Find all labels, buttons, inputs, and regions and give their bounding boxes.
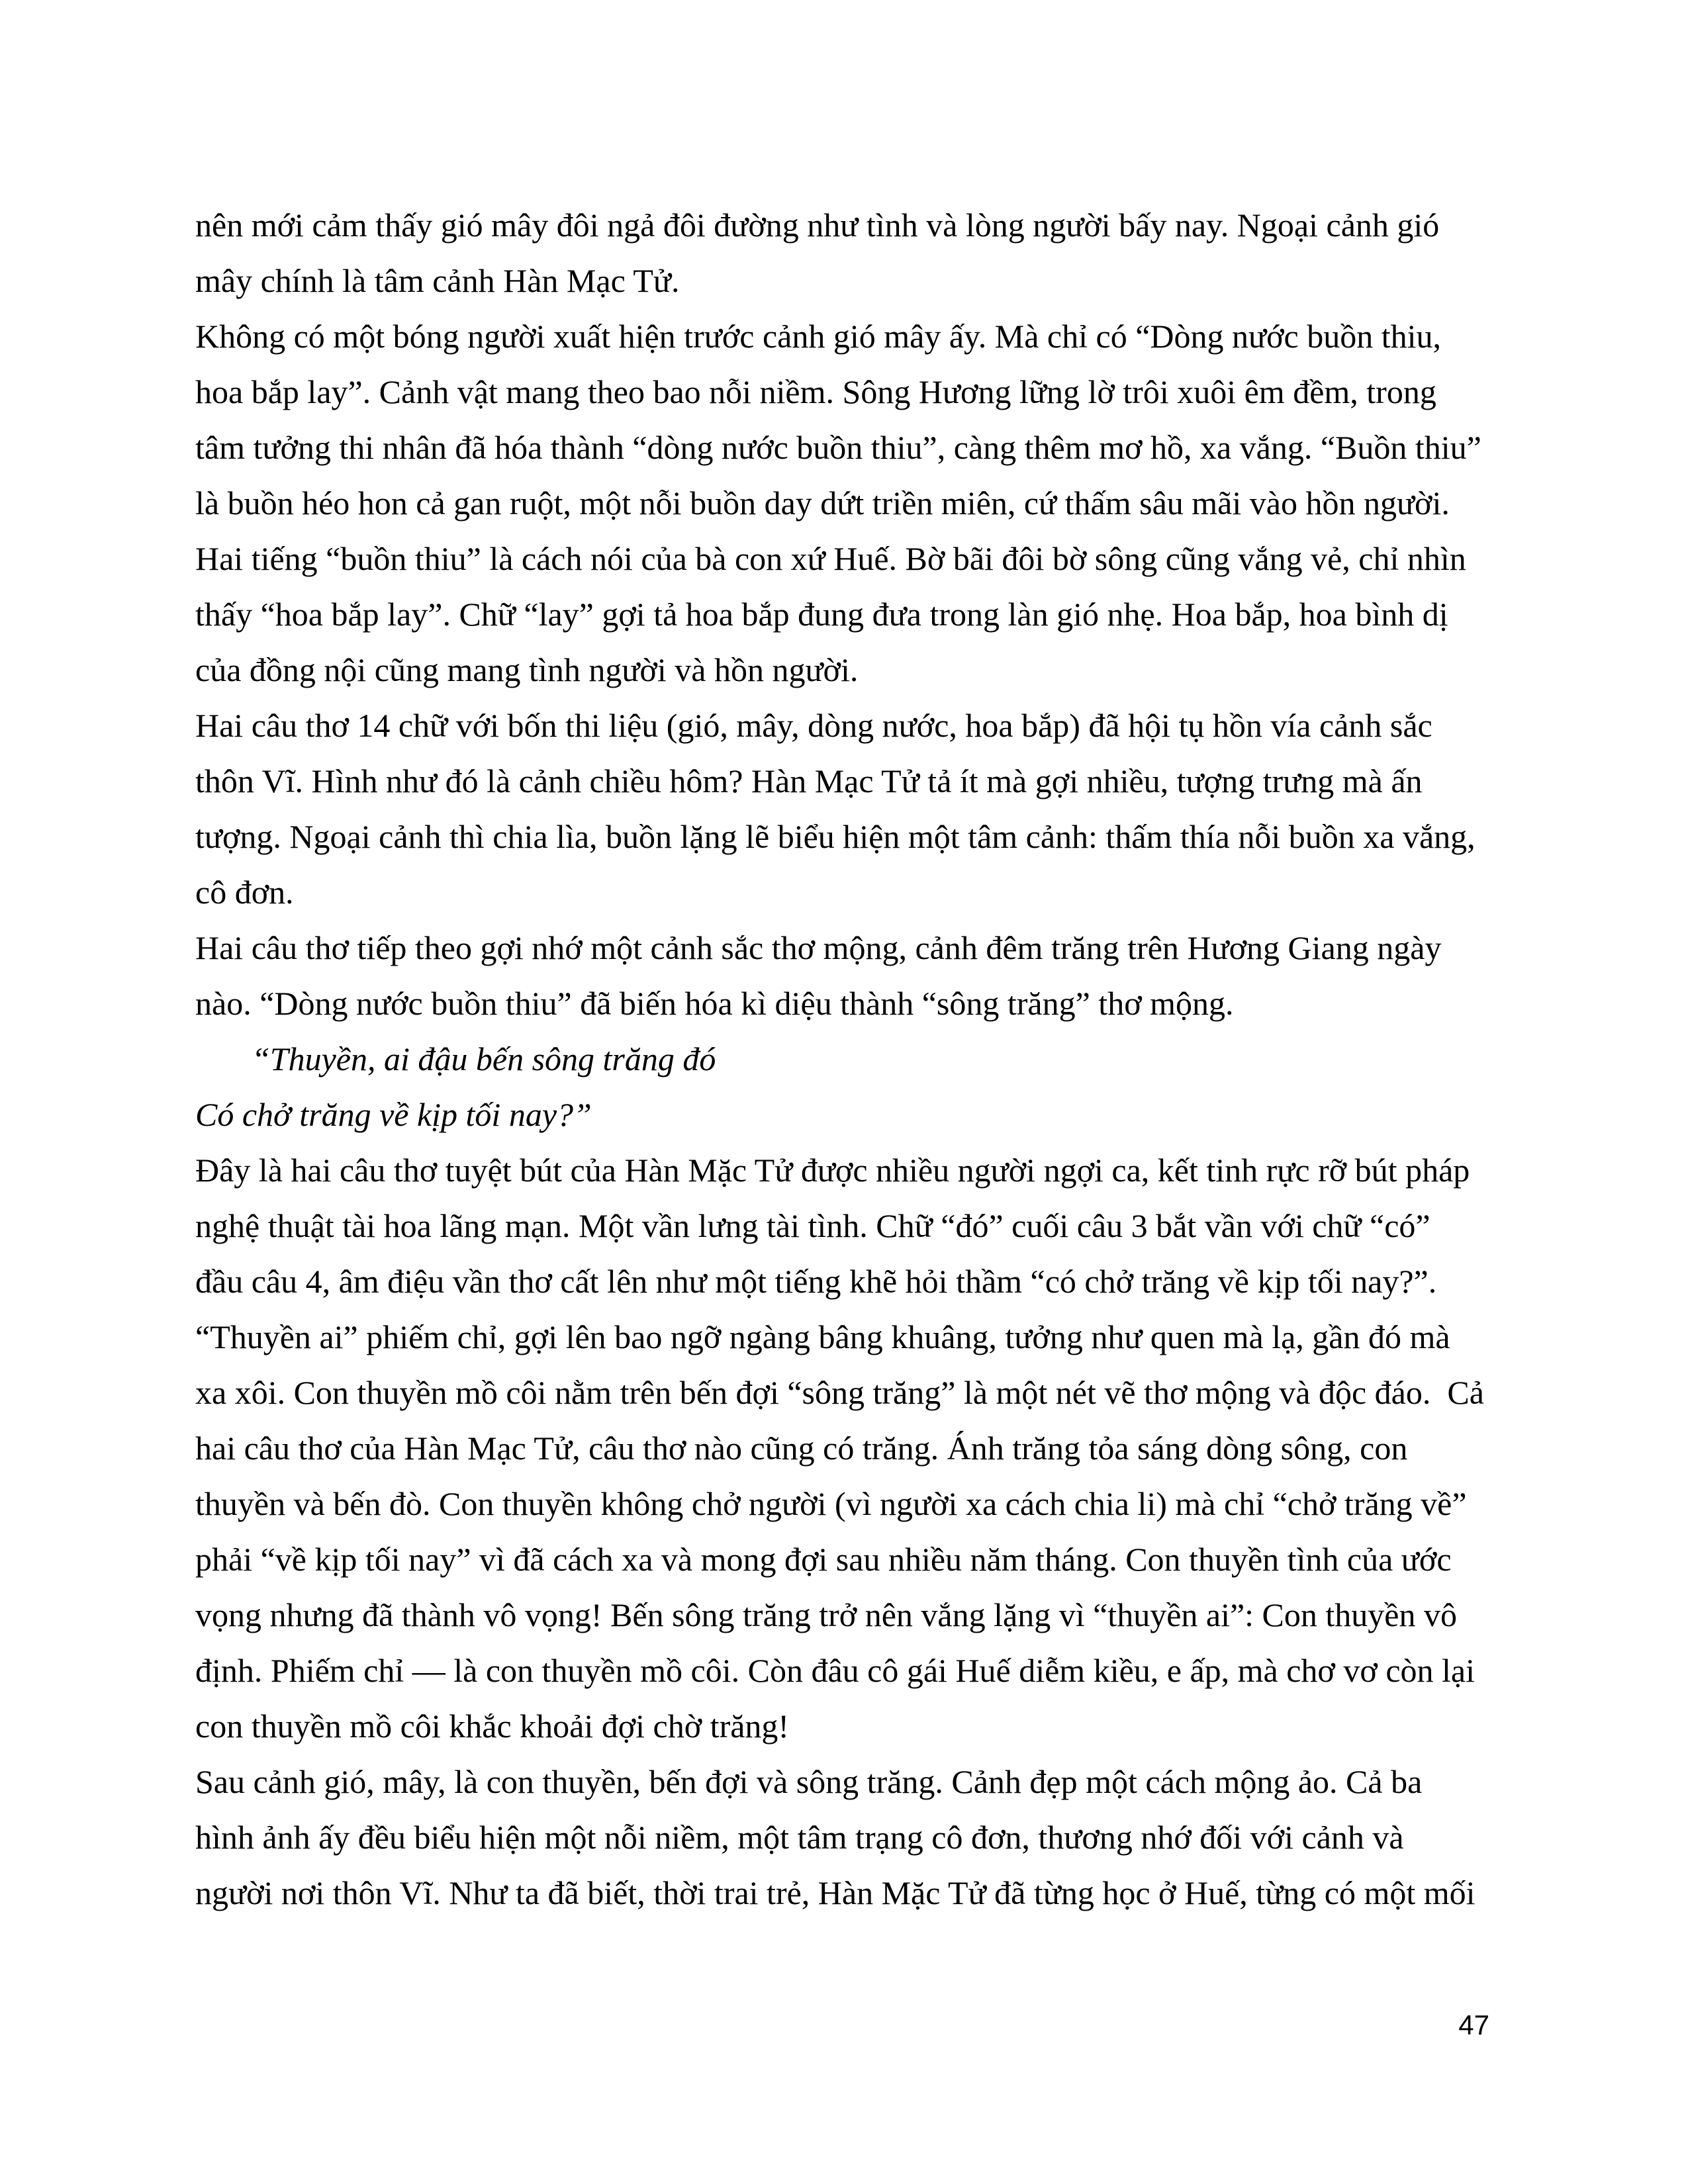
text-line: vọng nhưng đã thành vô vọng! Bến sông trăng trở nên vắng lặng vì “thuyền ai”: Con thuyền vô <box>195 1596 1457 1633</box>
text-line: người nơi thôn Vĩ. Như ta đã biết, thời trai trẻ, Hàn Mặc Tử đã từng học ở Huế, từng có một mối <box>195 1874 1476 1911</box>
text-line: cô đơn. <box>195 874 294 911</box>
text-line: tượng. Ngoại cảnh thì chia lìa, buồn lặng lẽ biểu hiện một tâm cảnh: thấm thía nỗi buồn xa vắng, <box>195 818 1476 855</box>
text-line: nghệ thuật tài hoa lãng mạn. Một vần lưng tài tình. Chữ “đó” cuối câu 3 bắt vần với chữ “có” <box>195 1207 1430 1244</box>
text-line: Sau cảnh gió, mây, là con thuyền, bến đợi và sông trăng. Cảnh đẹp một cách mộng ảo. Cả ba <box>195 1763 1423 1800</box>
text-line: hoa bắp lay”. Cảnh vật mang theo bao nỗi niềm. Sông Hương lững lờ trôi xuôi êm đềm, trong <box>195 373 1436 410</box>
text-line: Đây là hai câu thơ tuyệt bút của Hàn Mặc Tử được nhiều người ngợi ca, kết tinh rực rỡ bút pháp <box>195 1152 1470 1189</box>
text-line: Không có một bóng người xuất hiện trước cảnh gió mây ấy. Mà chỉ có “Dòng nước buồn thiu, <box>195 318 1442 355</box>
text-line: của đồng nội cũng mang tình người và hồn người. <box>195 651 859 688</box>
text-line: đầu câu 4, âm điệu vần thơ cất lên như một tiếng khẽ hỏi thầm “có chở trăng về kịp tối nay?”. <box>195 1263 1437 1300</box>
text-line: nào. “Dòng nước buồn thiu” đã biến hóa kì diệu thành “sông trăng” thơ mộng. <box>195 985 1234 1022</box>
text-line: con thuyền mồ côi khắc khoải đợi chờ trăng! <box>195 1707 790 1745</box>
text-line: nên mới cảm thấy gió mây đôi ngả đôi đường như tình và lòng người bấy nay. Ngoại cảnh gió <box>195 206 1440 244</box>
text-line: là buồn héo hon cả gan ruột, một nỗi buồn day dứt triền miên, cứ thấm sâu mãi vào hồn người. <box>195 484 1450 522</box>
page-number: 47 <box>1458 2009 1489 2040</box>
text-line: Hai câu thơ tiếp theo gợi nhớ một cảnh sắc thơ mộng, cảnh đêm trăng trên Hương Giang ngày <box>195 929 1442 966</box>
text-line: hình ảnh ấy đều biểu hiện một nỗi niềm, một tâm trạng cô đơn, thương nhớ đối với cảnh và <box>195 1819 1404 1856</box>
text-line: xa xôi. Con thuyền mồ côi nằm trên bến đợi “sông trăng” là một nét vẽ thơ mộng và độc đáo. Cả <box>195 1374 1484 1411</box>
text-line: Có chở trăng về kịp tối nay?” <box>195 1096 592 1133</box>
text-line: Hai tiếng “buồn thiu” là cách nói của bà con xứ Huế. Bờ bãi đôi bờ sông cũng vắng vẻ, chỉ nhìn <box>195 540 1466 577</box>
text-line: Hai câu thơ 14 chữ với bốn thi liệu (gió, mây, dòng nước, hoa bắp) đã hội tụ hồn vía cảnh sắc <box>195 707 1432 744</box>
text-line: “Thuyền ai” phiếm chỉ, gợi lên bao ngỡ ngàng bâng khuâng, tưởng như quen mà lạ, gần đó mà <box>195 1318 1450 1355</box>
text-line: thuyền và bến đò. Con thuyền không chở người (vì người xa cách chia li) mà chỉ “chở trăng về” <box>195 1485 1467 1522</box>
text-line: định. Phiếm chỉ — là con thuyền mồ côi. Còn đâu cô gái Huế diễm kiều, e ấp, mà chơ vơ còn lại <box>195 1652 1475 1689</box>
text-line: hai câu thơ của Hàn Mạc Tử, câu thơ nào cũng có trăng. Ánh trăng tỏa sáng dòng sông, con <box>195 1430 1408 1467</box>
text-line: thôn Vĩ. Hình như đó là cảnh chiều hôm? Hàn Mạc Tử tả ít mà gợi nhiều, tượng trưng mà ấn <box>195 762 1423 799</box>
document-body <box>195 197 1503 1921</box>
text-line: “Thuyền, ai đậu bến sông trăng đó <box>252 1040 716 1077</box>
text-line: thấy “hoa bắp lay”. Chữ “lay” gợi tả hoa bắp đung đưa trong làn gió nhẹ. Hoa bắp, hoa bình dị <box>195 596 1448 633</box>
text-line: phải “về kịp tối nay” vì đã cách xa và mong đợi sau nhiều năm tháng. Con thuyền tình của ước <box>195 1541 1452 1578</box>
text-line: mây chính là tâm cảnh Hàn Mạc Tử. <box>195 262 680 299</box>
text-line: tâm tưởng thi nhân đã hóa thành “dòng nước buồn thiu”, càng thêm mơ hồ, xa vắng. “Buồn thiu” <box>195 429 1481 466</box>
